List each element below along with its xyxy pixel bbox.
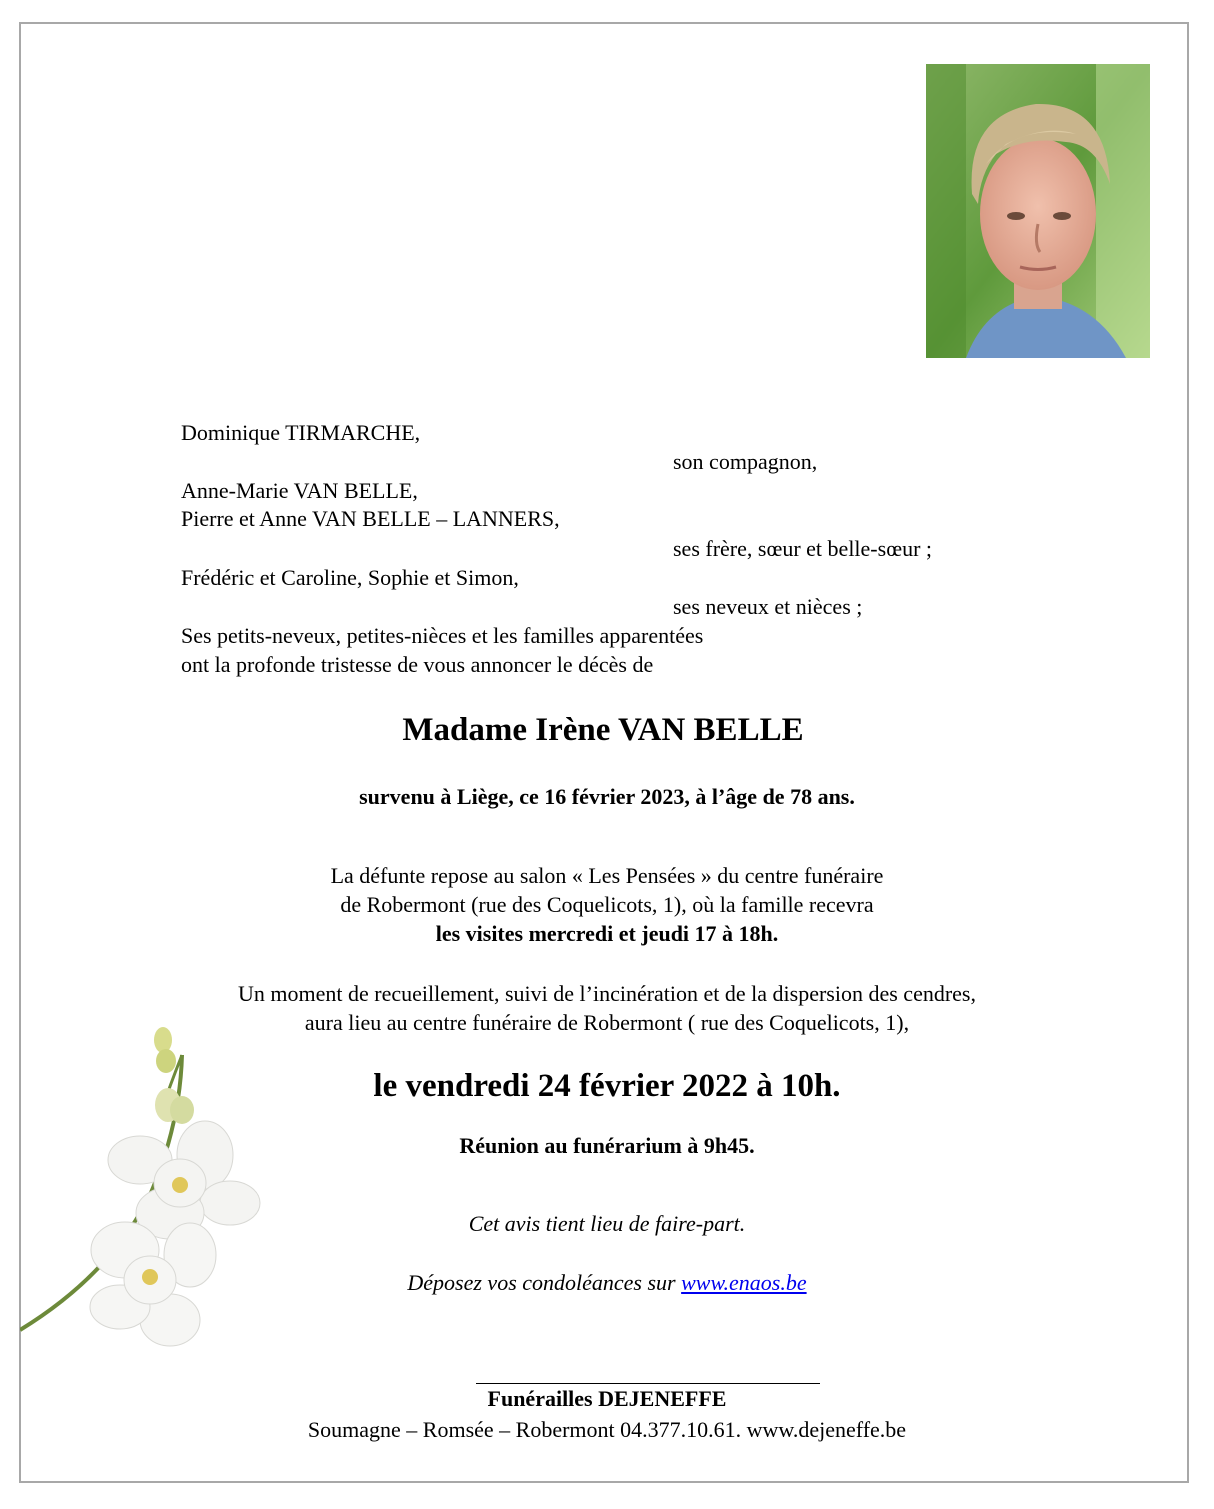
- visits-hours: les visites mercredi et jeudi 17 à 18h.: [435, 921, 779, 946]
- visits-line-1: La défunte repose au salon « Les Pensées » du centre funéraire: [330, 863, 884, 888]
- ceremony-date: le vendredi 24 février 2022 à 10h.: [373, 1068, 841, 1104]
- family-line-sister: Anne-Marie VAN BELLE,: [181, 478, 418, 503]
- funeral-company: Funérailles DEJENEFFE: [487, 1386, 727, 1411]
- relation-siblings: ses frère, sœur et belle-sœur ;: [673, 536, 933, 561]
- faire-part-notice: Cet avis tient lieu de faire-part.: [468, 1211, 746, 1236]
- portrait-photo: [926, 64, 1150, 358]
- footer-divider: [476, 1383, 820, 1384]
- condolences-prefix: Déposez vos condoléances sur: [407, 1270, 682, 1295]
- orchid-decoration: [20, 1025, 280, 1355]
- meeting-time: Réunion au funérarium à 9h45.: [459, 1133, 755, 1158]
- family-line-nephews: Frédéric et Caroline, Sophie et Simon,: [181, 565, 519, 590]
- visits-line-2: de Robermont (rue des Coquelicots, 1), où la famille recevra: [340, 892, 874, 917]
- ceremony-line-2: aura lieu au centre funéraire de Robermont ( rue des Coquelicots, 1),: [304, 1010, 910, 1035]
- family-line-relatives: Ses petits-neveux, petites-nièces et les familles apparentées: [181, 623, 704, 648]
- family-line-brother: Pierre et Anne VAN BELLE – LANNERS,: [181, 506, 560, 531]
- family-line-companion: Dominique TIRMARCHE,: [181, 420, 421, 445]
- deceased-name: Madame Irène VAN BELLE: [402, 712, 804, 748]
- ceremony-line-1: Un moment de recueillement, suivi de l’incinération et de la dispersion des cendres,: [238, 981, 976, 1006]
- relation-companion: son compagnon,: [673, 449, 818, 474]
- death-details: survenu à Liège, ce 16 février 2023, à l’âge de 78 ans.: [359, 784, 855, 809]
- funeral-company-contact: Soumagne – Romsée – Robermont 04.377.10.61. www.dejeneffe.be: [307, 1417, 907, 1442]
- announcement-line: ont la profonde tristesse de vous annoncer le décès de: [181, 652, 654, 677]
- relation-nephews: ses neveux et nièces ;: [673, 594, 863, 619]
- condolences-link[interactable]: www.enaos.be: [681, 1270, 807, 1295]
